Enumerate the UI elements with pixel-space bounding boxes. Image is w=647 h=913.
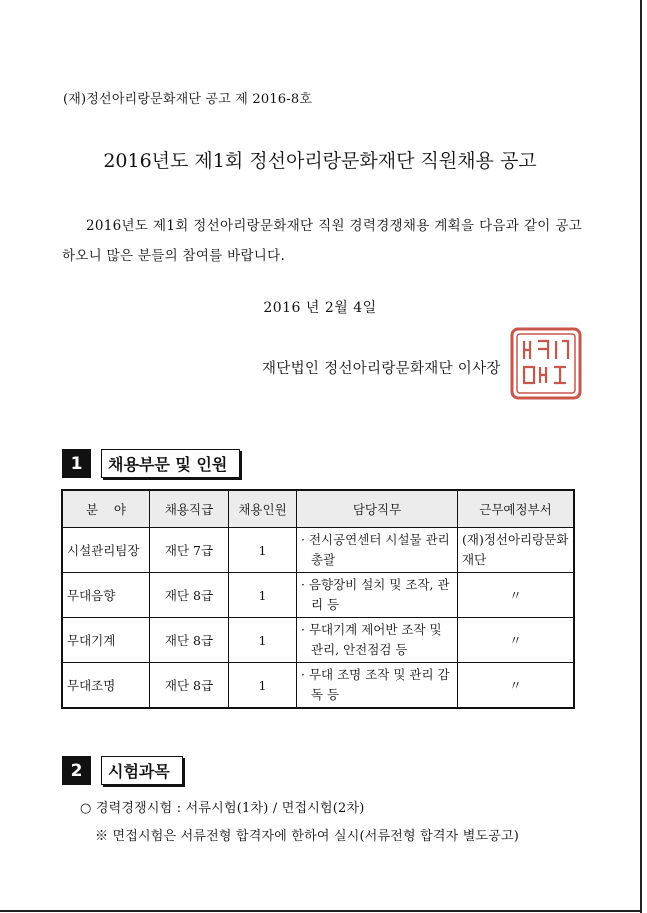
- section-number: 2: [62, 756, 91, 785]
- row-count: 1: [229, 528, 297, 573]
- row-duty: · 전시공연센터 시설물 관리 총괄: [301, 532, 450, 567]
- page-border-bottom: [0, 910, 642, 912]
- section-title: 시험과목: [101, 756, 183, 785]
- header-dept: 근무예정부서: [458, 490, 575, 528]
- recruitment-table: [61, 489, 575, 709]
- header-count: 채용인원: [229, 490, 297, 528]
- page-title: 2016년도 제1회 정선아리랑문화재단 직원채용 공고: [103, 150, 537, 172]
- exam-description: ○ 경력경쟁시험 : 서류시험(1차) / 면접시험(2차): [80, 801, 365, 816]
- table-row: [62, 663, 574, 709]
- exam-note: ※ 면접시험은 서류전형 합격자에 한하여 실시(서류전형 합격자 별도공고): [95, 829, 520, 844]
- table-row: [62, 528, 574, 573]
- row-duty: · 무대 조명 조작 및 관리 감독 등: [301, 667, 450, 702]
- notice-number: (재)정선아리랑문화재단 공고 제 2016-8호: [63, 92, 313, 107]
- row-field: 무대음향: [62, 573, 150, 618]
- intro-paragraph: 2016년도 제1회 정선아리랑문화재단 직원 경력경쟁채용 계획을 다음과 같이 공고하오니 많은 분들의 참여를 바랍니다.: [62, 218, 582, 264]
- header-duty: 담당직무: [297, 490, 458, 528]
- section-1-header: [62, 449, 240, 478]
- row-dept: 〃: [458, 663, 575, 709]
- section-2-header: [62, 756, 183, 785]
- official-seal-icon: [510, 327, 582, 400]
- row-duty: · 음향장비 설치 및 조작, 관리 등: [301, 577, 450, 612]
- row-field: 무대조명: [62, 663, 150, 709]
- row-grade: 재단 8급: [150, 663, 229, 709]
- table-row: [62, 573, 574, 618]
- row-dept: (재)정선아리랑문화재단: [462, 532, 569, 567]
- table-row: [62, 618, 574, 663]
- announcement-date: 2016 년 2월 4일: [263, 300, 377, 316]
- section-title: 채용부문 및 인원: [101, 449, 240, 478]
- row-count: 1: [229, 618, 297, 663]
- page-border-right: [640, 0, 642, 913]
- row-count: 1: [229, 573, 297, 618]
- row-dept: 〃: [458, 618, 575, 663]
- header-grade: 채용직급: [150, 490, 229, 528]
- row-count: 1: [229, 663, 297, 709]
- row-grade: 재단 8급: [150, 618, 229, 663]
- row-grade: 재단 8급: [150, 573, 229, 618]
- row-field: 시설관리팀장: [62, 528, 150, 573]
- section-number: 1: [62, 449, 91, 478]
- row-grade: 재단 7급: [150, 528, 229, 573]
- row-dept: 〃: [458, 573, 575, 618]
- row-field: 무대기계: [62, 618, 150, 663]
- table-header-row: [62, 490, 574, 528]
- issuer-name: 재단법인 정선아리랑문화재단 이사장: [262, 361, 501, 377]
- header-field: 분 야: [62, 490, 150, 528]
- row-duty: · 무대기계 제어반 조작 및 관리, 안전점검 등: [301, 622, 442, 657]
